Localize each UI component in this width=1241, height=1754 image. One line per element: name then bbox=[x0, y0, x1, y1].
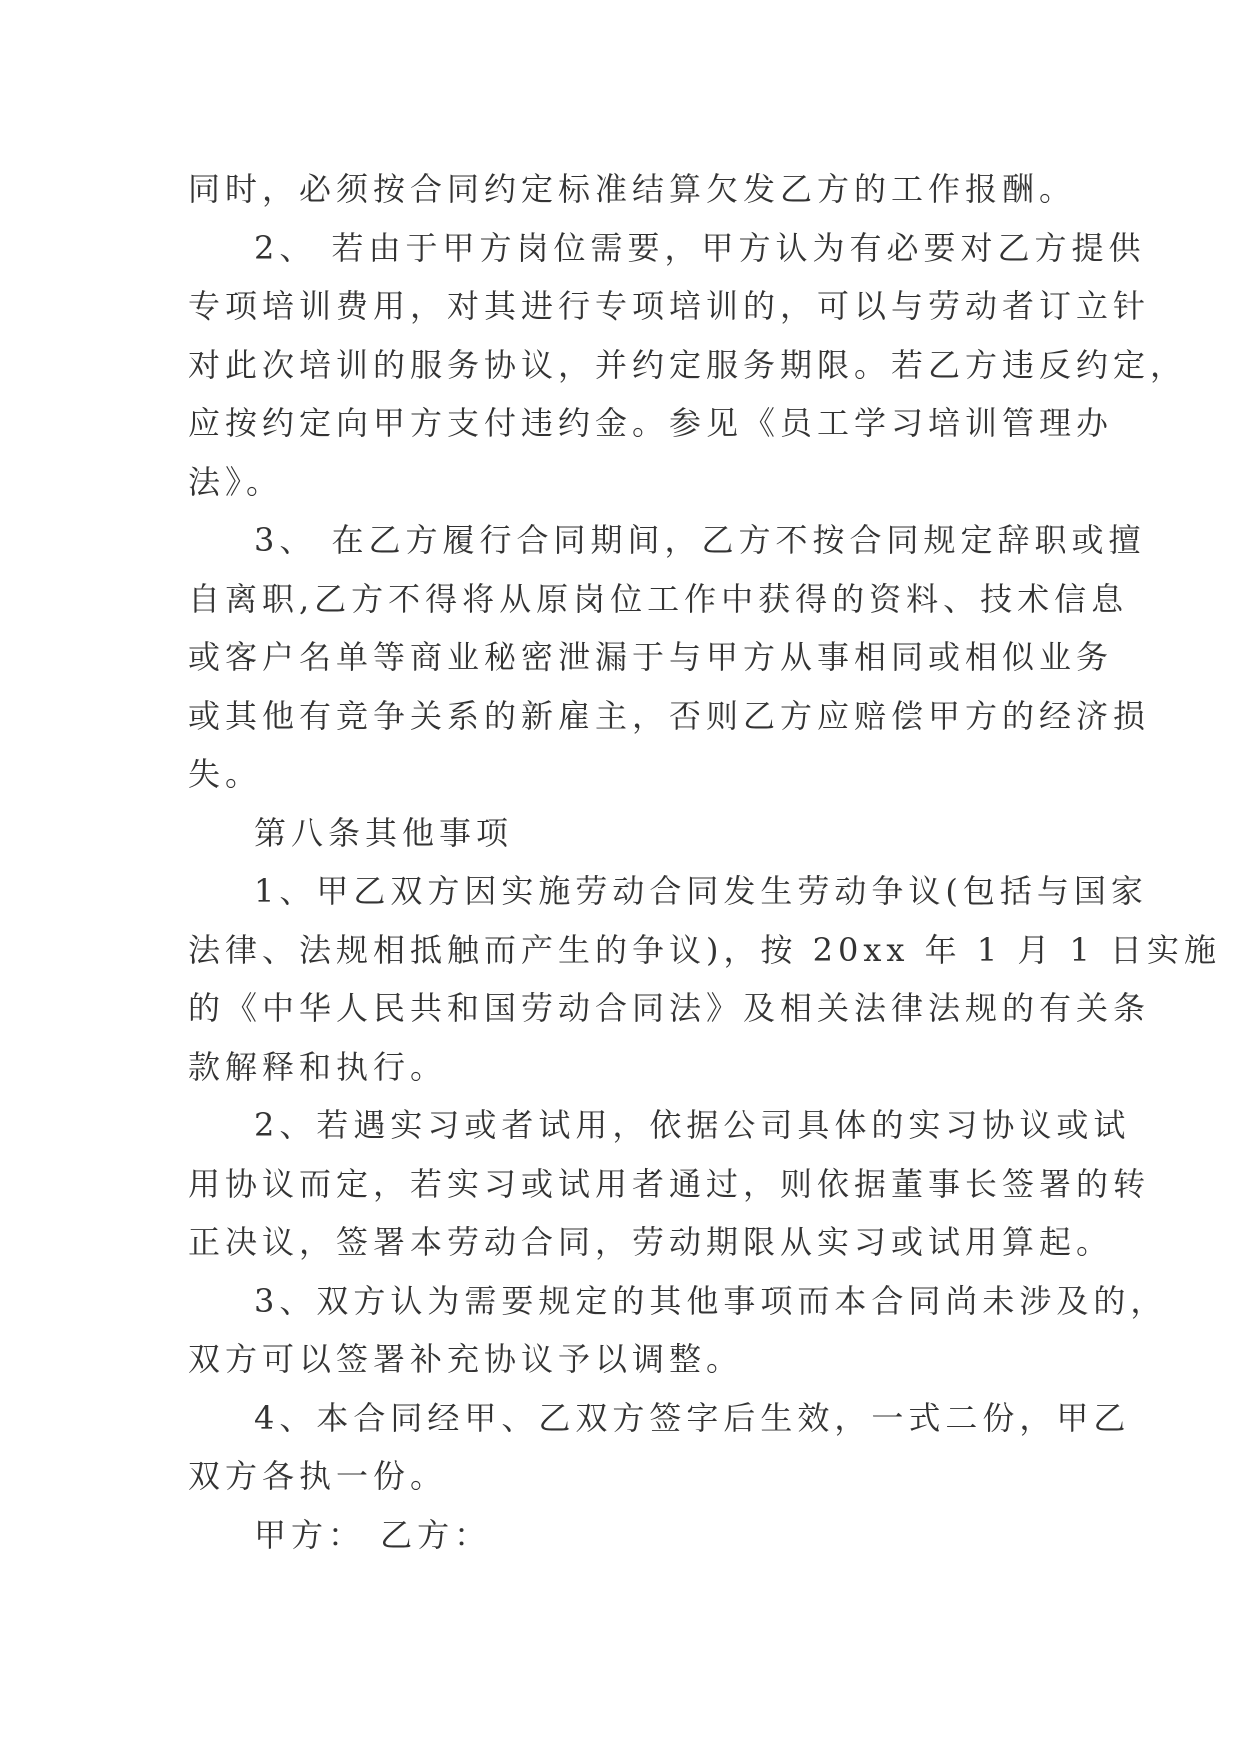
contract-text bbox=[188, 160, 1222, 1564]
text-line: 用协议而定，若实习或试用者通过，则依据董事长签署的转 bbox=[188, 1164, 1151, 1203]
text-line: 同时，必须按合同约定标准结算欠发乙方的工作报酬。 bbox=[188, 170, 1077, 208]
text-line: 或其他有竞争关系的新雇主，否则乙方应赔偿甲方的经济损 bbox=[188, 696, 1151, 735]
text-line: 双方各执一份。 bbox=[188, 1457, 448, 1495]
text-line: 4、本合同经甲、乙双方签字后生效，一式二份，甲乙 bbox=[254, 1398, 1131, 1437]
text-line: 失。 bbox=[188, 755, 263, 793]
text-line: 1、甲乙双方因实施劳动合同发生劳动争议(包括与国家 bbox=[254, 872, 1148, 910]
text-line: 自离职,乙方不得将从原岗位工作中获得的资料、技术信息 bbox=[188, 579, 1129, 618]
text-line: 或客户名单等商业秘密泄漏于与甲方从事相同或相似业务 bbox=[188, 638, 1114, 676]
text-line: 法律、法规相抵触而产生的争议)，按 20xx 年 1 月 1 日实施 bbox=[188, 930, 1222, 969]
text-line: 对此次培训的服务协议，并约定服务期限。若乙方违反约定， bbox=[188, 345, 1188, 384]
text-line: 双方可以签署补充协议予以调整。 bbox=[188, 1340, 744, 1378]
text-line: 应按约定向甲方支付违约金。参见《员工学习培训管理办 bbox=[188, 404, 1114, 442]
text-line: 2、若遇实习或者试用，依据公司具体的实习协议或试 bbox=[254, 1106, 1131, 1144]
text-line: 2、 若由于甲方岗位需要，甲方认为有必要对乙方提供 bbox=[254, 228, 1146, 267]
text-line: 的《中华人民共和国劳动合同法》及相关法律法规的有关条 bbox=[188, 989, 1151, 1027]
text-line: 正决议，签署本劳动合同，劳动期限从实习或试用算起。 bbox=[188, 1223, 1114, 1261]
text-line: 专项培训费用，对其进行专项培训的，可以与劳动者订立针 bbox=[188, 287, 1151, 325]
section-heading: 第八条其他事项 bbox=[254, 813, 514, 852]
text-line: 3、双方认为需要规定的其他事项而本合同尚未涉及的， bbox=[254, 1281, 1168, 1320]
text-line: 3、 在乙方履行合同期间，乙方不按合同规定辞职或擅 bbox=[254, 521, 1146, 559]
signature-line: 甲方： 乙方： bbox=[254, 1515, 492, 1554]
text-line: 款解释和执行。 bbox=[188, 1047, 448, 1086]
text-line: 法》。 bbox=[188, 462, 284, 501]
